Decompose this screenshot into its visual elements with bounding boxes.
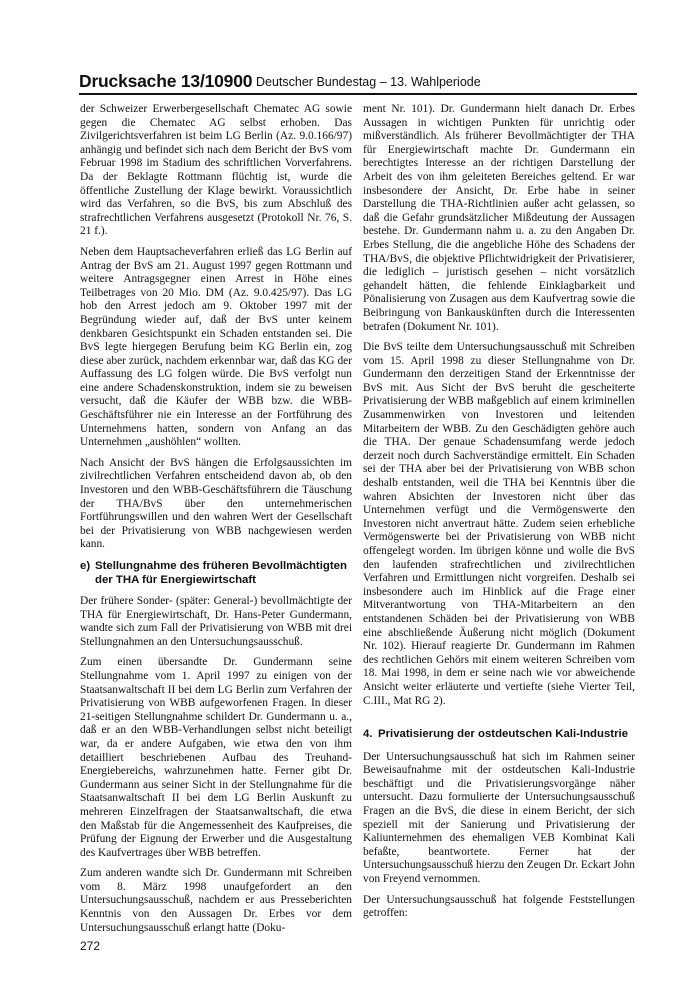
parliament-subtitle: Deutscher Bundestag – 13. Wahlperiode [256, 75, 481, 89]
header-rule [79, 93, 637, 95]
page-number: 272 [80, 939, 101, 953]
paragraph: Der Untersuchungsausschuß hat folgende Feststellungen getroffen: [363, 893, 635, 920]
paragraph: Die BvS teilte dem Untersuchungsausschuß mit Schreiben vom 15. April 1998 zu dieser Stellungnahme von Dr. Gundermann den derzeitigen Stand der Erkenntnisse der BvS mit. Aus Sicht der BvS beruht die gescheiterte Privatisierung der WBB maßgeblich auf einem kriminellen Zusammenwirken von Investoren und leitenden Mitarbeitern der WBB. Zu den Geschädigten gehöre auch die THA. Der genaue Schadensumfang werde jedoch derzeit noch durch Sachverständige ermittelt. Ein Schaden sei der THA aber bei der Privatisierung von WBB schon deshalb entstanden, weil die THA bei Kenntnis über die wahren Absichten der Investoren nicht über das Unternehmen verfügt und die Vermögenswerte den Investoren nicht anvertraut hätte. Zudem seien erhebliche Vermögenswerte bei der Privatisierung von WBB nicht offengelegt worden. Im übrigen könne und wolle die BvS den laufenden strafrechtlichen und zivilrechtlichen Verfahren und Ermittlungen nicht vorgreifen. Deshalb sei insbesondere auch im Hinblick auf die Frage einer Mitverantwortung von THA-Mitarbeitern an den entstandenen Schäden bei der Privatisierung von WBB eine abschließende Äußerung nicht möglich (Dokument Nr. 102). Hierauf reagierte Dr. Gundermann im Rahmen des rechtlichen Gehörs mit einem weiteren Schreiben vom 18. Mai 1998, in dem er seine nach wie vor abweichende Ansicht weiter erläuterte und vertiefte (siehe Vierter Teil, C.III., Mat RG 2). [363, 341, 635, 707]
paragraph: Der Untersuchungsausschuß hat sich im Rahmen seiner Beweisaufnahme mit der ostdeutschen Kali-Industrie beschäftigt und die Privatisierungsvorgänge näher untersucht. Dazu formulierte der Untersuchungsausschuß Fragen an die BvS, die diese in einem Bericht, der sich speziell mit der Sanierung und Privatisierung der Kaliunternehmen des ehemaligen VEB Kombinat Kali befaßte, beantwortete. Ferner hat der Untersuchungsausschuß hierzu den Zeugen Dr. Eckart John von Freyend vernommen. [363, 750, 635, 885]
paragraph: der Schweizer Erwerbergesellschaft Chematec AG sowie gegen die Chematec AG selbst erhoben. Das Zivilgerichtsverfahren ist beim LG Berlin (Az. 9.0.166/97) anhängig und befindet sich nach dem Bericht der BvS vom Februar 1998 im Stadium des schriftlichen Vorverfahrens. Da der Beklagte Rottmann flüchtig ist, wurde die öffentliche Zustellung der Klage bewirkt. Voraussichtlich wird das Verfahren, so die BvS, bis zum Abschluß des strafrechtlichen Verfahrens ausgesetzt (Protokoll Nr. 76, S. 21 f.). [80, 103, 352, 238]
section-title: Privatisierung der ostdeutschen Kali-Industrie [378, 728, 629, 741]
paragraph: Zum einen übersandte Dr. Gundermann seine Stellungnahme vom 1. April 1997 zu einigen von der Staatsanwaltschaft II bei dem LG Berlin zum Verfahren der Privatisierung von WBB aufgeworfenen Fragen. In dieser 21-seitigen Stellungnahme schildert Dr. Gundermann u. a., daß er an den WBB-Verhandlungen selbst nicht beteiligt war, da er andere Aufgaben, wie etwa den von ihm detailliert beschriebenen Aufbau des Treuhand-Energiebereichs, wahrzunehmen hatte. Ferner gibt Dr. Gundermann aus seiner Sicht in der Stellungnahme für die Staatsanwaltschaft II bei dem LG Berlin Auskunft zu mehreren Einzelfragen der Staatsanwaltschaft, die etwa den Maßstab für die Angemessenheit des Kaufpreises, die Prüfung der Eignung der Erwerber und die Ausgestaltung des Kaufvertrages über WBB betreffen. [80, 656, 352, 859]
section-heading [80, 560, 352, 587]
paragraph: Der frühere Sonder- (später: General-) bevollmächtigte der THA für Energiewirtschaft, Dr. Hans-Peter Gundermann, wandte sich zum Fall der Privatisierung von WBB mit drei Stellungnahmen an den Untersuchungsausschuß. [80, 595, 352, 648]
document-label: Drucksache 13/10900 [79, 71, 253, 91]
section-number: 4. [363, 728, 373, 741]
section-heading [363, 728, 635, 742]
section-number: e) [80, 560, 91, 572]
paragraph: Zum anderen wandte sich Dr. Gundermann mit Schreiben vom 8. März 1998 unaufgefordert an den Untersuchungsausschuß, nachdem er aus Presseberichten Kenntnis von den Aussagen Dr. Erbes vor dem Untersuchungsausschuß erlangt hatte (Doku- [80, 867, 352, 934]
page-header [79, 71, 637, 93]
left-column [80, 103, 352, 942]
section-title: Stellungnahme des früheren Bevollmächtigten der THA für Energiewirtschaft [95, 560, 347, 586]
paragraph: ment Nr. 101). Dr. Gundermann hielt danach Dr. Erbes Aussagen in wichtigen Punkten für unrichtig oder mißverständlich. Als früherer Bevollmächtigter der THA für Energiewirtschaft machte Dr. Gundermann ein berechtigtes Interesse an der richtigen Darstellung der Arbeit des von ihm geleiteten Bereiches geltend. Er war insbesondere der Ansicht, Dr. Erbe habe in seiner Darstellung die THA-Richtlinien außer acht gelassen, so daß die Gefahr grundsätzlicher Mißdeutung der Aussagen bestehe. Dr. Gundermann nahm u. a. zu den Angaben Dr. Erbes Stellung, die die angebliche Höhe des Schadens der THA/BvS, die objektive Pflichtwidrigkeit der Privatisierer, die lediglich – juristisch gesehen – nicht vorsätzlich gehandelt hätten, die fehlende Einklagbarkeit und Pönalisierung von Zusagen aus dem Kaufvertrag sowie die Beibringung von Bankauskünften durch die Interessenten betrafen (Dokument Nr. 101). [363, 103, 635, 333]
right-column [363, 103, 635, 928]
paragraph: Nach Ansicht der BvS hängen die Erfolgsaussichten im zivilrechtlichen Verfahren entscheidend davon ab, ob den Investoren und den WBB-Geschäftsführern die Täuschung der THA/BvS über den unternehmerischen Fortführungswillen und den wahren Wert der Gesellschaft bei der Privatisierung von WBB nachgewiesen werden kann. [80, 456, 352, 551]
paragraph: Neben dem Hauptsacheverfahren erließ das LG Berlin auf Antrag der BvS am 21. August 1997 gegen Rottmann und weitere Antragsgegner einen Arrest in Höhe eines Teilbetrages von 20 Mio. DM (Az. 9.0.425/97). Das LG hob den Arrest jedoch am 9. Oktober 1997 mit der Begründung wieder auf, daß der BvS unter keinem denkbaren Gesichtspunkt ein Schaden entstanden sei. Die BvS legte hiergegen Berufung beim KG Berlin ein, zog diese aber zurück, nachdem erkennbar war, daß das KG der Auffassung des LG folgen würde. Die BvS verfolgt nun eine andere Schadenskonstruktion, indem sie zu beweisen versucht, daß die Käufer der WBB bzw. die WBB-Geschäftsführer nie ein Interesse an der Fortführung des Unternehmens hatten, sondern von Anfang an das Unternehmen „aushöhlen“ wollten. [80, 245, 352, 449]
